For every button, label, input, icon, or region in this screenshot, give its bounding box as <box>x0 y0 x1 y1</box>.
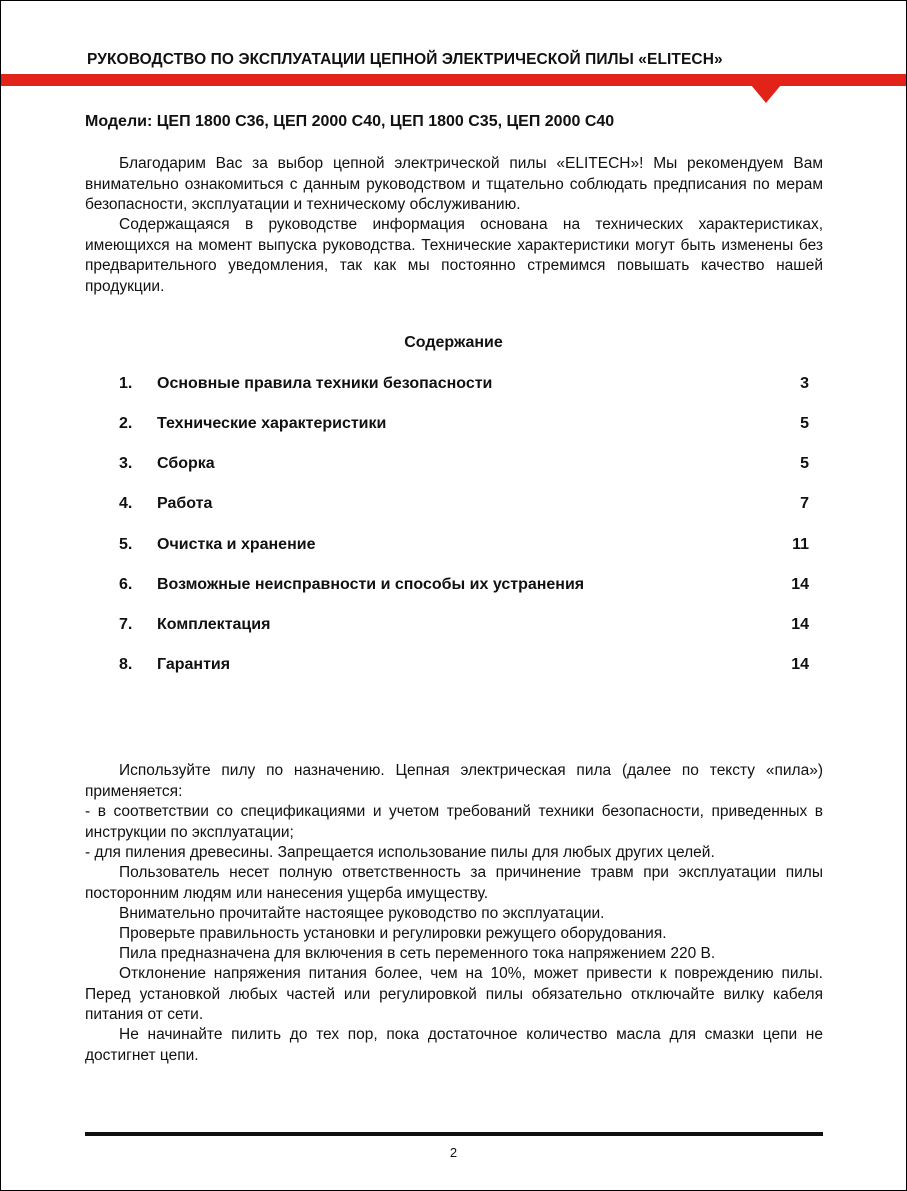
toc-item-number: 7. <box>119 616 133 633</box>
toc-item-number: 4. <box>119 495 133 512</box>
toc-item-page: 5 <box>800 415 809 432</box>
toc-title: Содержание <box>404 334 503 351</box>
usage-bullet-wood: - для пиления древесины. Запрещается использование пилы для любых других целей. <box>85 844 715 861</box>
oil-paragraph: Не начинайте пилить до тех пор, пока достаточное количество масла для смазки цепи не достигнет цепи. <box>85 1026 823 1064</box>
usage-bullet-specs: - в соответствии со спецификациями и учетом требований техники безопасности, приведенных в инструкции по эксплуатации; <box>85 803 823 841</box>
toc-item-number: 8. <box>119 656 133 673</box>
toc-item-number: 6. <box>119 576 133 593</box>
toc-item <box>119 375 809 397</box>
toc-item <box>119 576 809 598</box>
toc-item-label: Технические характеристики <box>157 415 387 432</box>
voltage-deviation-paragraph: Отклонение напряжения питания более, чем на 10%, может привести к повреждению пилы. Перед установкой любых частей или регулировкой пилы обязательно отключайте вилку кабеля питания от сети. <box>85 965 823 1023</box>
toc-item <box>119 455 809 477</box>
intro-paragraph-1: Благодарим Вас за выбор цепной электрической пилы «ELITECH»! Мы рекомендуем Вам внимательно ознакомиться с данным руководством и тщательно соблюдать предписания по мерам безопасности, эксплуатации и техническому обслуживанию. <box>85 155 823 213</box>
document-title: РУКОВОДСТВО ПО ЭКСПЛУАТАЦИИ ЦЕПНОЙ ЭЛЕКТРИЧЕСКОЙ ПИЛЫ «ELITECH» <box>87 51 723 68</box>
toc-item-label: Работа <box>157 495 213 512</box>
toc-item-label: Гарантия <box>157 656 231 673</box>
toc-item-page: 14 <box>791 576 809 593</box>
toc-item-number: 1. <box>119 375 133 392</box>
toc-item-label: Комплектация <box>157 616 271 633</box>
check-setup-line: Проверьте правильность установки и регулировки режущего оборудования. <box>119 925 667 942</box>
toc-item <box>119 495 809 517</box>
models-heading: Модели: ЦЕП 1800 С36, ЦЕП 2000 С40, ЦЕП 1800 С35, ЦЕП 2000 С40 <box>85 113 615 130</box>
toc-item-number: 3. <box>119 455 133 472</box>
toc-item <box>119 616 809 638</box>
toc-item-label: Основные правила техники безопасности <box>157 375 493 392</box>
toc-item-page: 5 <box>800 455 809 472</box>
header-red-notch <box>751 85 781 103</box>
read-manual-line: Внимательно прочитайте настоящее руководство по эксплуатации. <box>119 905 605 922</box>
toc-item <box>119 656 809 678</box>
intro-paragraph-2: Содержащаяся в руководстве информация основана на технических характеристиках, имеющихся на момент выпуска руководства. Технические характеристики могут быть изменены без предварительного уведомления, так как мы постоянно стремимся повышать качество нашей продукции. <box>85 216 823 295</box>
voltage-line: Пила предназначена для включения в сеть переменного тока напряжением 220 В. <box>119 945 716 962</box>
toc-item <box>119 415 809 437</box>
usage-paragraph: Используйте пилу по назначению. Цепная электрическая пила (далее по тексту «пила») применяется: <box>85 762 823 800</box>
footer-rule <box>85 1132 823 1136</box>
toc-item-page: 11 <box>792 536 809 553</box>
toc-item-page: 14 <box>791 656 809 673</box>
toc-item-page: 7 <box>800 495 809 512</box>
toc-item-label: Возможные неисправности и способы их устранения <box>157 576 585 593</box>
toc-item-page: 14 <box>791 616 809 633</box>
toc-item <box>119 536 809 558</box>
page-number: 2 <box>449 1145 458 1160</box>
toc-item-label: Сборка <box>157 455 215 472</box>
toc-item-page: 3 <box>800 375 809 392</box>
responsibility-paragraph: Пользователь несет полную ответственность за причинение травм при эксплуатации пилы посторонним людям или нанесения ущерба имуществу. <box>85 864 823 902</box>
toc-item-number: 5. <box>119 536 133 553</box>
toc-item-number: 2. <box>119 415 133 432</box>
toc-item-label: Очистка и хранение <box>157 536 316 553</box>
